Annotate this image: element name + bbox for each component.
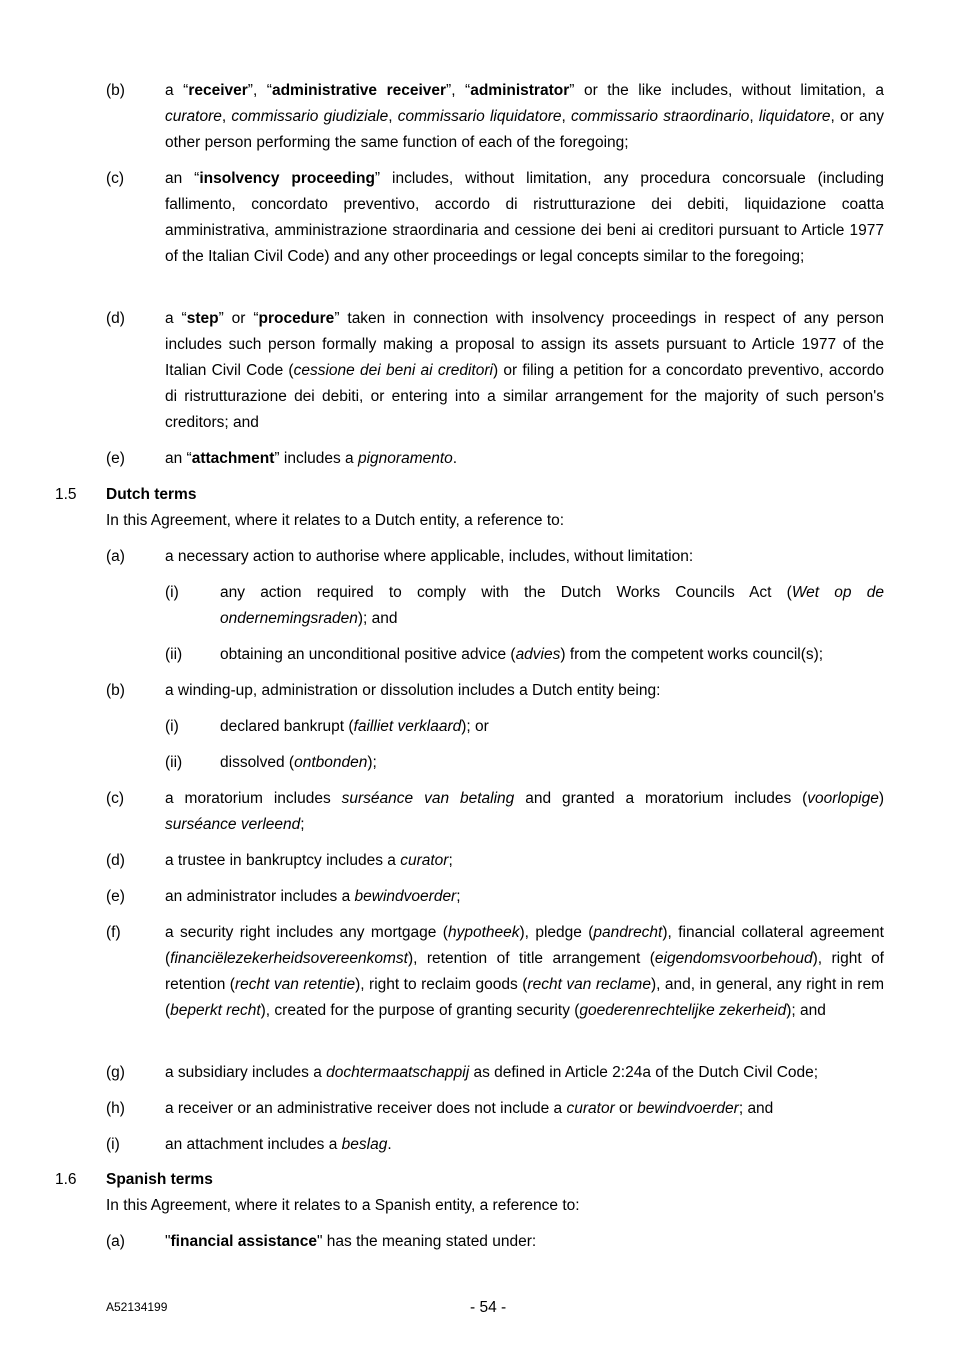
clause-text bbox=[165, 446, 884, 472]
section-number: 1.6 bbox=[55, 1171, 77, 1188]
italic-term: recht van reclame bbox=[527, 976, 651, 993]
italic-term: recht van retentie bbox=[234, 976, 356, 993]
clause-label: (a) bbox=[106, 1233, 125, 1250]
clause-text bbox=[165, 884, 884, 910]
text-run: dissolved ( bbox=[220, 754, 295, 771]
text-run: , bbox=[749, 108, 759, 125]
text-run: , bbox=[561, 108, 572, 125]
text-run: , or any other person performing the same function of each of the foregoing; bbox=[165, 108, 884, 151]
text-run: ” or “ bbox=[218, 310, 259, 327]
text-run: ; bbox=[456, 888, 461, 905]
clause-text bbox=[165, 306, 884, 436]
italic-term: goederenrechtelijke zekerheid bbox=[579, 1002, 787, 1019]
italic-term: commissario liquidatore bbox=[397, 108, 562, 125]
bold-term: attachment bbox=[191, 450, 275, 467]
text-run: ), retention of title arrangement ( bbox=[407, 950, 655, 967]
text-run: . bbox=[452, 450, 458, 467]
subclause-text bbox=[220, 642, 890, 668]
text-run: and granted a moratorium includes ( bbox=[514, 790, 808, 807]
text-run: declared bankrupt ( bbox=[220, 718, 354, 735]
text-run: an attachment includes a bbox=[165, 1136, 342, 1153]
clause-label: (c) bbox=[106, 170, 125, 187]
subclause-label: (i) bbox=[165, 718, 179, 735]
italic-term: ontbonden bbox=[294, 754, 368, 771]
clause-text bbox=[165, 1132, 884, 1158]
text-run: ” taken in connection with insolvency proceedings in respect of any person includes such person formally making a proposal to assign its assets pursuant to Article 1977 of the Italian Civil Code ( bbox=[165, 310, 884, 379]
italic-term: pandrecht bbox=[593, 924, 663, 941]
clause-text bbox=[165, 848, 884, 874]
clause-label: (h) bbox=[106, 1100, 125, 1117]
clause-label: (a) bbox=[106, 548, 125, 565]
clause-label: (d) bbox=[106, 852, 125, 869]
section-number: 1.5 bbox=[55, 486, 77, 503]
subclause-label: (ii) bbox=[165, 754, 183, 771]
section-intro: In this Agreement, where it relates to a Dutch entity, a reference to: bbox=[106, 512, 565, 529]
text-run: obtaining an unconditional positive advice ( bbox=[220, 646, 516, 663]
text-run: ) from the competent works council(s); bbox=[560, 646, 824, 663]
italic-term: curatore bbox=[165, 108, 222, 125]
document-reference: A52134199 bbox=[106, 1300, 168, 1314]
bold-term: receiver bbox=[188, 82, 248, 99]
subclause-text bbox=[220, 750, 884, 776]
clause-label: (d) bbox=[106, 310, 125, 327]
bold-term: procedure bbox=[258, 310, 335, 327]
italic-term: commissario straordinario bbox=[571, 108, 750, 125]
italic-term: advies bbox=[515, 646, 561, 663]
text-run: ; bbox=[448, 852, 453, 869]
subclause-text bbox=[220, 714, 884, 740]
italic-term: liquidatore bbox=[758, 108, 831, 125]
clause-text bbox=[165, 1229, 884, 1255]
subclause-text bbox=[220, 580, 884, 632]
text-run: . bbox=[387, 1136, 392, 1153]
text-run: ”, “ bbox=[446, 82, 471, 99]
italic-term: Wet op de ondernemingsraden bbox=[220, 584, 884, 627]
subclause-label: (ii) bbox=[165, 646, 183, 663]
section-heading: Dutch terms bbox=[106, 486, 197, 503]
clause-text bbox=[165, 678, 884, 704]
clause-label: (f) bbox=[106, 924, 121, 941]
page-number: - 54 - bbox=[470, 1299, 507, 1316]
bold-term: administrator bbox=[470, 82, 570, 99]
italic-term: beslag bbox=[341, 1136, 388, 1153]
italic-term: hypotheek bbox=[447, 924, 520, 941]
italic-term: voorlopige bbox=[807, 790, 879, 807]
text-run: " has the meaning stated under: bbox=[316, 1233, 537, 1250]
text-run: an “ bbox=[165, 450, 192, 467]
italic-term: eigendomsvoorbehoud bbox=[654, 950, 813, 967]
text-run: an administrator includes a bbox=[165, 888, 355, 905]
clause-label: (e) bbox=[106, 450, 125, 467]
text-run: a “ bbox=[165, 310, 187, 327]
clause-label: (b) bbox=[106, 82, 125, 99]
section-heading: Spanish terms bbox=[106, 1171, 213, 1188]
text-run: ); and bbox=[786, 1002, 826, 1019]
subclause-label: (i) bbox=[165, 584, 179, 601]
text-run: any action required to comply with the Dutch Works Councils Act ( bbox=[220, 584, 792, 601]
text-run: or bbox=[614, 1100, 638, 1117]
italic-term: commissario giudiziale bbox=[231, 108, 389, 125]
text-run: ” or the like includes, without limitation, a bbox=[569, 82, 885, 99]
italic-term: curator bbox=[400, 852, 449, 869]
text-run: a trustee in bankruptcy includes a bbox=[165, 852, 401, 869]
text-run: ), pledge ( bbox=[519, 924, 594, 941]
clause-label: (g) bbox=[106, 1064, 125, 1081]
text-run: ); and bbox=[357, 610, 398, 627]
clause-text bbox=[165, 1060, 895, 1086]
text-run: ” includes, without limitation, any procedura concorsuale (including fallimento, concordato preventivo, accordo di ristrutturazione dei debiti, liquidazione coatta amministrativa, amministrazione straordinaria and cessione dei beni ai creditori pursuant to Article 1977 of the Italian Civil Code) and any other proceedings or legal concepts similar to the foregoing; bbox=[165, 170, 884, 265]
text-run: ; and bbox=[738, 1100, 774, 1117]
italic-term: dochtermaatschappij bbox=[326, 1064, 470, 1081]
text-run: a subsidiary includes a bbox=[165, 1064, 327, 1081]
text-run: " bbox=[165, 1233, 171, 1250]
text-run: , bbox=[221, 108, 232, 125]
clause-label: (i) bbox=[106, 1136, 120, 1153]
text-run: , bbox=[388, 108, 398, 125]
clause-text bbox=[165, 544, 884, 570]
bold-term: step bbox=[186, 310, 219, 327]
clause-text bbox=[165, 786, 884, 838]
italic-term: bewindvoerder bbox=[637, 1100, 739, 1117]
clause-text bbox=[165, 166, 884, 270]
italic-term: pignoramento bbox=[357, 450, 453, 467]
italic-term: surséance verleend bbox=[165, 816, 301, 833]
text-run: ), right of retention ( bbox=[165, 950, 884, 993]
italic-term: financiëlezekerheidsovereenkomst bbox=[170, 950, 408, 967]
text-run: ); or bbox=[461, 718, 489, 735]
italic-term: curator bbox=[566, 1100, 615, 1117]
text-run: a necessary action to authorise where applicable, includes, without limitation: bbox=[165, 548, 694, 565]
text-run: ); bbox=[367, 754, 377, 771]
text-run: a moratorium includes bbox=[165, 790, 342, 807]
clause-label: (c) bbox=[106, 790, 125, 807]
text-run: an “ bbox=[165, 170, 200, 187]
text-run: a “ bbox=[165, 82, 189, 99]
italic-term: beperkt recht bbox=[170, 1002, 261, 1019]
text-run: ) or filing a petition for a concordato preventivo, accordo di ristrutturazione dei debiti, or entering into a similar arrangement for the majority of such person's creditors; and bbox=[165, 362, 884, 431]
italic-term: bewindvoerder bbox=[354, 888, 457, 905]
clause-text bbox=[165, 1096, 884, 1122]
bold-term: administrative receiver bbox=[271, 82, 447, 99]
bold-term: financial assistance bbox=[170, 1233, 317, 1250]
italic-term: surséance van betaling bbox=[341, 790, 515, 807]
text-run: a security right includes any mortgage ( bbox=[165, 924, 448, 941]
text-run: ), financial collateral agreement ( bbox=[165, 924, 884, 967]
text-run: ) bbox=[878, 790, 884, 807]
italic-term: failliet verklaard bbox=[353, 718, 462, 735]
clause-label: (b) bbox=[106, 682, 125, 699]
clause-text bbox=[165, 920, 884, 1024]
clause-text bbox=[165, 78, 884, 156]
text-run: ), right to reclaim goods ( bbox=[355, 976, 528, 993]
italic-term: cessione dei beni ai creditori bbox=[293, 362, 493, 379]
bold-term: insolvency proceeding bbox=[199, 170, 375, 187]
text-run: a receiver or an administrative receiver does not include a bbox=[165, 1100, 567, 1117]
text-run: ” includes a bbox=[274, 450, 358, 467]
clause-label: (e) bbox=[106, 888, 125, 905]
text-run: as defined in Article 2:24a of the Dutch Civil Code; bbox=[469, 1064, 819, 1081]
text-run: ), created for the purpose of granting security ( bbox=[260, 1002, 580, 1019]
text-run: ”, “ bbox=[247, 82, 272, 99]
text-run: ), and, in general, any right in rem ( bbox=[165, 976, 884, 1019]
section-intro: In this Agreement, where it relates to a Spanish entity, a reference to: bbox=[106, 1197, 580, 1214]
text-run: a winding-up, administration or dissolution includes a Dutch entity being: bbox=[165, 682, 661, 699]
text-run: ; bbox=[300, 816, 305, 833]
